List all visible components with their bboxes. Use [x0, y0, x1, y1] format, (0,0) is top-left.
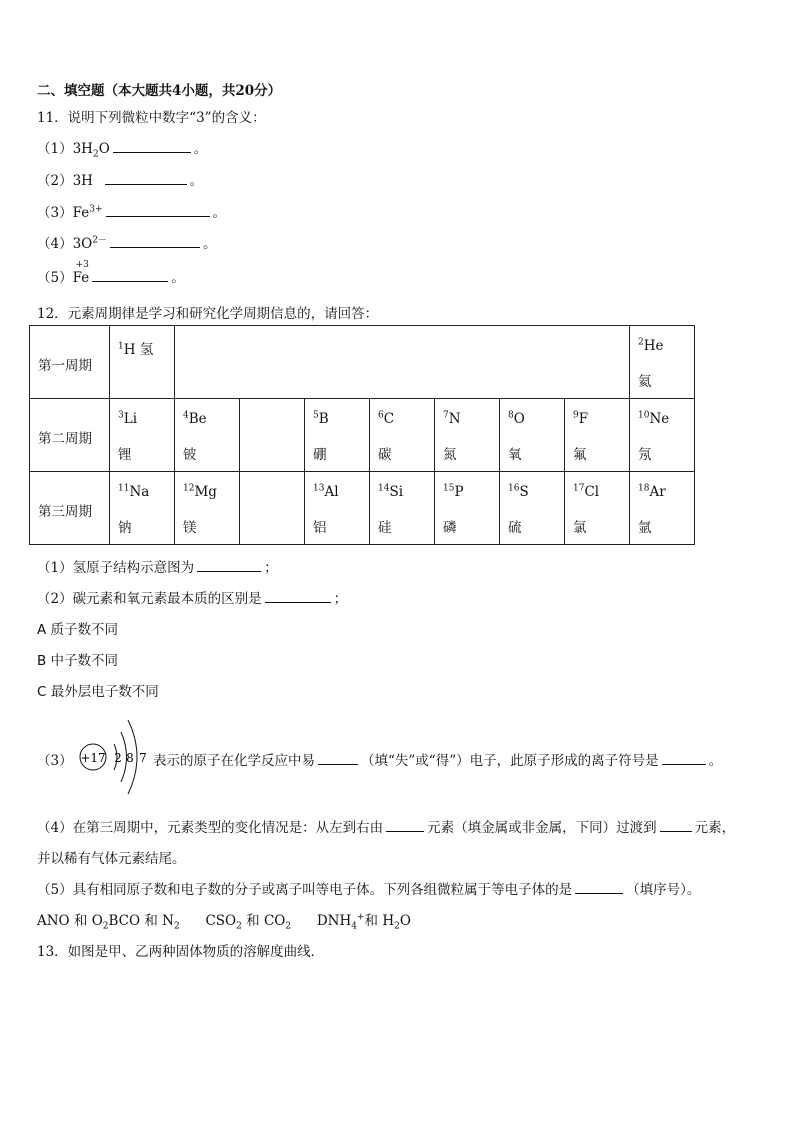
- answer-blank[interactable]: [318, 751, 358, 765]
- element-cell: $^2$He 氦: [638, 337, 664, 390]
- element-cell: $^9$F 氟: [573, 410, 589, 463]
- nucleus-charge: +17: [80, 751, 106, 765]
- element-cell: $^{17}$Cl 氯: [573, 483, 600, 536]
- answer-blank[interactable]: [386, 818, 424, 832]
- element-cell: $^7$N 氮: [443, 410, 461, 463]
- q12-sub4-line2: 并以稀有气体元素结尾。: [37, 851, 186, 867]
- q12-sub5-options: [37, 909, 411, 932]
- q12-sub2: （2）碳元素和氧元素最本质的区别是 ；: [37, 591, 348, 607]
- element-cell: $^3$Li 锂: [118, 410, 138, 463]
- empty-cell: [240, 472, 304, 544]
- q12-stem: 12．元素周期律是学习和研究化学周期信息的，请回答：: [37, 306, 379, 322]
- answer-blank[interactable]: [662, 751, 706, 765]
- answer-blank[interactable]: [110, 234, 200, 248]
- answer-blank[interactable]: [92, 268, 168, 282]
- q11-item-3: $(3)Fe^{3+}$ 。: [37, 204, 226, 221]
- row-label: 第二周期: [38, 431, 92, 447]
- q12-sub3-num: （3）: [37, 753, 73, 769]
- element-cell: $^{10}$Ne 氖: [638, 410, 670, 463]
- atom-structure-diagram: [76, 710, 156, 804]
- element-cell: $^{13}$Al 铝: [313, 483, 339, 536]
- section-title: 二、填空题（本大题共4小题，共20分）: [37, 83, 282, 99]
- shell-electrons-2: 8: [126, 751, 134, 765]
- periodic-table: [29, 325, 695, 545]
- sub5-option-b: BCO 和 $N_2$: [108, 913, 180, 932]
- element-cell: $^8$O 氧: [508, 410, 525, 463]
- q11-item-2: （2）3H 。: [37, 173, 204, 189]
- q12-sub3-text: 表示的原子在化学反应中易 （填“失”或“得”）电子，此原子形成的离子符号是 。: [153, 753, 723, 769]
- answer-blank[interactable]: [660, 818, 692, 832]
- element-cell: $^4$Be 铍: [183, 410, 207, 463]
- sub5-option-a: ANO 和 $O_2$: [37, 913, 109, 932]
- q11-item-5: （5） +3 Fe 。: [37, 260, 185, 286]
- option-a: A 质子数不同: [37, 622, 119, 638]
- element-cell: $^{14}$Si 硅: [378, 483, 404, 536]
- q11-stem: 11．说明下列微粒中数字“3”的含义：: [37, 110, 266, 126]
- sub5-option-c: $CSO_2$ 和 $CO_2$: [205, 913, 292, 932]
- empty-span-cell: [175, 326, 629, 398]
- element-cell: $^5$B 硼: [313, 410, 329, 463]
- answer-blank[interactable]: [105, 171, 187, 185]
- option-b: B 中子数不同: [37, 653, 119, 669]
- answer-blank[interactable]: [575, 880, 623, 894]
- answer-blank[interactable]: [265, 589, 331, 603]
- element-cell: $^{15}$P 磷: [443, 483, 464, 536]
- element-cell: $^{16}$S 硫: [508, 483, 529, 536]
- q12-sub4-line1: （4）在第三周期中，元素类型的变化情况是：从左到右由 元素（填金属或非金属，下同）过渡到 元素，: [37, 820, 736, 836]
- element-cell: $^{11}$Na 钠: [118, 483, 150, 536]
- row-label: 第一周期: [38, 358, 92, 374]
- answer-blank[interactable]: [106, 203, 210, 217]
- element-cell: $^{18}$Ar 氩: [638, 483, 666, 536]
- element-cell: $^6$C 碳: [378, 410, 395, 463]
- answer-blank[interactable]: [113, 139, 191, 153]
- q13-stem: 13．如图是甲、乙两种固体物质的溶解度曲线．: [37, 944, 325, 960]
- q12-sub5: （5）具有相同原子数和电子数的分子或离子叫等电子体。下列各组微粒属于等电子体的是 （填序号）。: [37, 882, 701, 898]
- element-cell: $^{12}$Mg 镁: [183, 483, 217, 536]
- q12-sub1: （1）氢原子结构示意图为 ；: [37, 560, 278, 576]
- row-label: 第三周期: [38, 504, 92, 520]
- sub5-option-d: $DNH_4^+$和 $H_2O$: [316, 912, 411, 932]
- element-cell: $^1$H 氢: [118, 341, 154, 358]
- answer-blank[interactable]: [197, 558, 261, 572]
- shell-electrons-1: 2: [114, 751, 122, 765]
- option-c: C 最外层电子数不同: [37, 684, 159, 700]
- q11-item-1: $(1)3H_2O$ 。: [37, 141, 208, 160]
- empty-cell: [240, 399, 304, 471]
- q11-item-4: $(4)3O^{2-}$ 。: [37, 235, 217, 252]
- shell-electrons-3: 7: [139, 751, 147, 765]
